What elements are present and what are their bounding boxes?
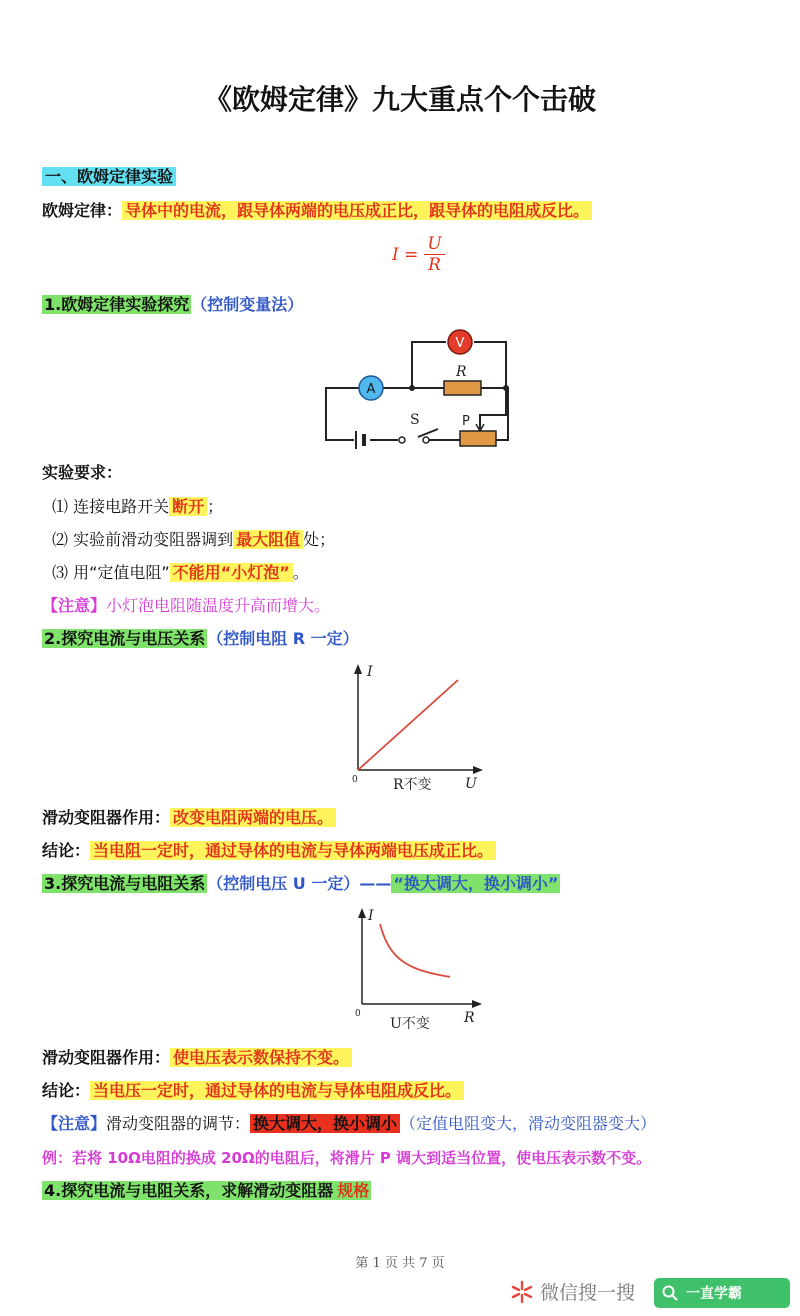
ohms-law-statement (42, 199, 592, 223)
example-text: 例：若将 10Ω电阻的换成 20Ω的电阻后，将滑片 P 调大到适当位置，使电压表示数不变。 (42, 1149, 652, 1167)
part1-heading: 1.欧姆定律实验探究 （控制变量法） (44, 295, 304, 314)
ir-series-line (380, 924, 450, 977)
y-axis-arrow (358, 908, 366, 918)
x-axis-arrow (472, 1000, 482, 1008)
formula-denominator: R (428, 255, 441, 275)
switch-label: S (410, 412, 420, 428)
requirements-label: 实验要求： (42, 463, 123, 482)
note-2: 【注意】滑动变阻器的调节： 换大调大，换小调小 （定值电阻变大，滑动变阻器变大） (42, 1114, 657, 1133)
current-resistance-graph (352, 904, 492, 1036)
resistor-icon (444, 381, 481, 395)
svg-text:V: V (455, 336, 465, 351)
switch-pivot (399, 437, 405, 443)
x-axis-label: U (465, 776, 477, 792)
part3-conclusion: 结论： 当电压一定时，通过导体的电流与导体电阻成反比。 (42, 1079, 464, 1103)
page-footer: 第 1 页 共 7 页 (355, 1256, 445, 1271)
y-axis-label: I (368, 908, 374, 924)
circuit-diagram (318, 325, 518, 450)
graph-caption: R不变 (393, 777, 432, 793)
origin-label: 0 (352, 775, 358, 785)
page-title: 《欧姆定律》九大重点个个击破 (203, 83, 596, 116)
iu-series-line (358, 680, 458, 770)
x-axis-arrow (473, 766, 483, 774)
current-voltage-graph (345, 660, 495, 800)
law-text: 导体中的电流，跟导体两端的电压成正比，跟导体的电阻成反比。 (122, 201, 592, 220)
formula-numerator: U (424, 234, 444, 255)
search-icon (662, 1285, 678, 1301)
part2-heading: 2.探究电流与电压关系 （控制电阻 R 一定） (44, 629, 359, 648)
svg-text:R: R (456, 364, 467, 380)
graph-caption: U不变 (390, 1016, 430, 1032)
note-1: 【注意】小灯泡电阻随温度升高而增大。 (42, 596, 331, 615)
y-axis-label: I (367, 664, 373, 680)
search-button[interactable]: 一直学霸 (654, 1278, 790, 1308)
part3-role: 滑动变阻器作用： 使电压表示数保持不变。 (42, 1046, 352, 1070)
origin-label: 0 (355, 1009, 361, 1019)
requirement-2: ⑵ 实验前滑动变阻器调到 最大阻值 处； (52, 530, 336, 549)
x-axis-label: R (464, 1010, 475, 1026)
requirement-1: ⑴ 连接电路开关 断开 ； (52, 497, 224, 516)
wechat-search-icon (510, 1280, 534, 1304)
wire-left (326, 388, 360, 440)
part2-role: 滑动变阻器作用： 改变电阻两端的电压。 (42, 806, 336, 830)
law-label: 欧姆定律： (42, 201, 123, 220)
rheostat-icon (460, 431, 496, 446)
ohms-law-formula: I = $\frac{U}{R}$ (392, 234, 445, 275)
section1-heading: 一、欧姆定律实验 (42, 165, 176, 189)
part3-heading: 3.探究电流与电阻关系 （控制电压 U 一定）—— “换大调大，换小调小” (44, 874, 559, 893)
part4-heading: 4.探究电流与电阻关系，求解滑动变阻器 规格 (44, 1181, 370, 1200)
svg-text:A: A (366, 382, 376, 397)
part2-conclusion: 结论： 当电阻一定时，通过导体的电流与导体两端电压成正比。 (42, 839, 496, 863)
y-axis-arrow (354, 664, 362, 674)
requirement-3: ⑶ 用“定值电阻” 不能用“小灯泡” 。 (52, 563, 309, 582)
svg-text:P: P (462, 414, 470, 429)
wechat-search-watermark: 微信搜一搜 (510, 1278, 635, 1305)
switch-blade (418, 429, 438, 437)
